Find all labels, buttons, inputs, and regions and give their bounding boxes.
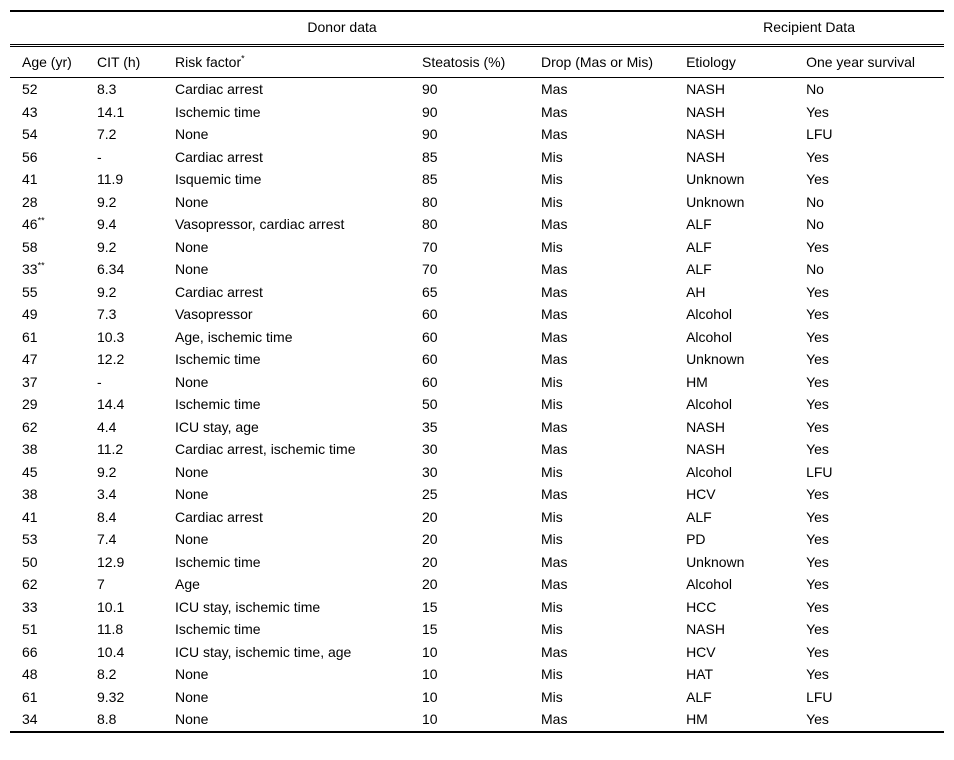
group-header-recipient: Recipient Data bbox=[674, 11, 944, 46]
table-cell: 45 bbox=[22, 463, 38, 480]
column-header-row bbox=[10, 46, 944, 78]
table-cell: Vasopressor, cardiac arrest bbox=[175, 216, 345, 232]
table-cell: Mas bbox=[541, 418, 568, 435]
table-cell: ALF bbox=[686, 238, 712, 255]
table-cell: 10 bbox=[422, 666, 438, 682]
table-cell: NASH bbox=[686, 418, 725, 435]
table-cell: Mis bbox=[541, 396, 563, 412]
table-cell: 35 bbox=[422, 418, 438, 435]
table-cell: 20 bbox=[422, 508, 438, 525]
table-cell: None bbox=[175, 666, 209, 682]
superscript-marker: ** bbox=[37, 215, 45, 226]
table-cell: ICU stay, age bbox=[175, 418, 259, 435]
table-cell: 80 bbox=[422, 193, 438, 210]
table-cell: 9.2 bbox=[97, 283, 117, 300]
table-cell: None bbox=[175, 688, 209, 705]
table-cell: NASH bbox=[686, 441, 725, 457]
table-cell: 12.2 bbox=[97, 351, 125, 367]
table-cell: Alcohol bbox=[686, 306, 732, 322]
table-cell: Yes bbox=[806, 283, 829, 300]
table-cell: Yes bbox=[806, 418, 829, 435]
table-row bbox=[10, 258, 944, 281]
table-cell: 61 bbox=[22, 688, 38, 705]
table-cell: 60 bbox=[422, 306, 438, 322]
table-row bbox=[10, 686, 944, 709]
table-cell: 20 bbox=[422, 553, 438, 570]
table-cell: 11.2 bbox=[97, 441, 124, 457]
table-cell: None bbox=[175, 711, 209, 727]
table-cell: Mas bbox=[541, 216, 568, 232]
table-cell: Yes bbox=[806, 103, 829, 120]
table-cell: 54 bbox=[22, 126, 38, 142]
table-cell: Vasopressor bbox=[175, 306, 253, 322]
table-cell: 6.34 bbox=[97, 261, 125, 277]
table-row bbox=[10, 191, 944, 214]
table-cell: Mis bbox=[541, 598, 563, 615]
table-cell: Mis bbox=[541, 193, 563, 210]
table-cell: Yes bbox=[806, 373, 829, 390]
table-cell: 14.4 bbox=[97, 396, 125, 412]
table-cell: Ischemic time bbox=[175, 351, 261, 367]
table-cell: 9.2 bbox=[97, 193, 117, 210]
table-cell: 9.2 bbox=[97, 463, 117, 480]
table-cell: 4.4 bbox=[97, 418, 117, 435]
table-row bbox=[10, 708, 944, 732]
table-cell: Mas bbox=[541, 306, 568, 322]
table-cell: None bbox=[175, 486, 209, 502]
table-cell: None bbox=[175, 261, 209, 277]
table-cell: Cardiac arrest, ischemic time bbox=[175, 441, 356, 457]
table-cell: PD bbox=[686, 531, 706, 547]
table-cell: Alcohol bbox=[686, 396, 732, 412]
table-cell: 15 bbox=[422, 621, 438, 637]
table-cell: Yes bbox=[806, 148, 829, 165]
table-body bbox=[10, 78, 944, 732]
table-row bbox=[10, 326, 944, 349]
table-cell: 30 bbox=[422, 441, 438, 457]
table-cell: 33** bbox=[22, 260, 45, 277]
table-cell: Alcohol bbox=[686, 328, 732, 345]
donor-recipient-table bbox=[10, 10, 944, 733]
table-row bbox=[10, 663, 944, 686]
table-cell: AH bbox=[686, 283, 706, 300]
table-cell: 50 bbox=[422, 396, 438, 412]
table-cell: None bbox=[175, 531, 209, 547]
table-row bbox=[10, 101, 944, 124]
table-cell: ALF bbox=[686, 508, 712, 525]
table-cell: Yes bbox=[806, 486, 829, 502]
table-cell: Mas bbox=[541, 283, 568, 300]
table-cell: Yes bbox=[806, 598, 829, 615]
column-header: Risk factor* bbox=[163, 46, 410, 78]
table-cell: 12.9 bbox=[97, 553, 125, 570]
table-cell: 80 bbox=[422, 216, 438, 232]
table-cell: Mis bbox=[541, 531, 563, 547]
table-cell: HM bbox=[686, 373, 708, 390]
table-cell: 7 bbox=[97, 576, 105, 592]
table-cell: 8.4 bbox=[97, 508, 117, 525]
table-cell: Mis bbox=[541, 148, 563, 165]
table-cell: 14.1 bbox=[97, 103, 125, 120]
table-cell: 85 bbox=[422, 171, 438, 187]
table-row bbox=[10, 281, 944, 304]
table-cell: Ischemic time bbox=[175, 553, 261, 570]
table-cell: 10.3 bbox=[97, 328, 125, 345]
table-cell: Yes bbox=[806, 711, 829, 727]
table-row bbox=[10, 213, 944, 236]
table-cell: 41 bbox=[22, 171, 38, 187]
table-cell: 62 bbox=[22, 418, 38, 435]
table-cell: ALF bbox=[686, 216, 712, 232]
table-cell: Yes bbox=[806, 666, 829, 682]
table-cell: ICU stay, ischemic time bbox=[175, 598, 321, 615]
table-cell: 10.4 bbox=[97, 643, 125, 660]
table-cell: Mis bbox=[541, 373, 563, 390]
table-cell: 10.1 bbox=[97, 598, 125, 615]
table-cell: 33 bbox=[22, 598, 38, 615]
table-cell: Yes bbox=[806, 396, 829, 412]
table-row bbox=[10, 461, 944, 484]
table-row bbox=[10, 438, 944, 461]
table-cell: 7.3 bbox=[97, 306, 117, 322]
table-cell: 10 bbox=[422, 643, 438, 660]
table-cell: LFU bbox=[806, 126, 833, 142]
table-cell: 38 bbox=[22, 441, 38, 457]
table-cell: 48 bbox=[22, 666, 38, 682]
table-cell: Mis bbox=[541, 508, 563, 525]
table-cell: Yes bbox=[806, 306, 829, 322]
table-cell: NASH bbox=[686, 621, 725, 637]
table-cell: Mas bbox=[541, 81, 568, 97]
table-row bbox=[10, 596, 944, 619]
table-cell: LFU bbox=[806, 463, 833, 480]
table-cell: Mas bbox=[541, 126, 568, 142]
table-cell: 41 bbox=[22, 508, 38, 525]
table-cell: 20 bbox=[422, 576, 438, 592]
table-cell: No bbox=[806, 261, 824, 277]
table-cell: 90 bbox=[422, 126, 438, 142]
table-cell: 49 bbox=[22, 306, 38, 322]
table-cell: Ischemic time bbox=[175, 103, 261, 120]
table-cell: 25 bbox=[422, 486, 438, 502]
table-cell: 43 bbox=[22, 103, 38, 120]
table-cell: 29 bbox=[22, 396, 38, 412]
table-row bbox=[10, 78, 944, 101]
table-cell: HCV bbox=[686, 486, 716, 502]
table-cell: Yes bbox=[806, 508, 829, 525]
table-cell: Ischemic time bbox=[175, 396, 261, 412]
table-cell: 90 bbox=[422, 103, 438, 120]
table-row bbox=[10, 416, 944, 439]
table-cell: Age, ischemic time bbox=[175, 328, 293, 345]
group-header-row bbox=[10, 11, 944, 46]
table-cell: 51 bbox=[22, 621, 38, 637]
table-cell: No bbox=[806, 193, 824, 210]
table-cell: Mas bbox=[541, 261, 568, 277]
group-header-donor: Donor data bbox=[10, 11, 674, 46]
table-cell: ALF bbox=[686, 261, 712, 277]
table-cell: - bbox=[97, 148, 102, 165]
table-cell: Unknown bbox=[686, 193, 745, 210]
table-cell: No bbox=[806, 216, 824, 232]
table-cell: Mas bbox=[541, 553, 568, 570]
table-cell: 66 bbox=[22, 643, 38, 660]
table-cell: 62 bbox=[22, 576, 38, 592]
superscript-marker: ** bbox=[37, 260, 45, 271]
column-header: Drop (Mas or Mis) bbox=[529, 46, 674, 78]
column-header: Etiology bbox=[674, 46, 794, 78]
table-cell: 60 bbox=[422, 351, 438, 367]
table-cell: 34 bbox=[22, 711, 38, 727]
table-cell: 37 bbox=[22, 373, 38, 390]
table-cell: 47 bbox=[22, 351, 38, 367]
table-cell: HCC bbox=[686, 598, 717, 615]
table-cell: Yes bbox=[806, 441, 829, 457]
table-cell: Cardiac arrest bbox=[175, 148, 263, 165]
table-cell: Mis bbox=[541, 171, 563, 187]
table-row bbox=[10, 371, 944, 394]
table-row bbox=[10, 393, 944, 416]
table-cell: 56 bbox=[22, 148, 38, 165]
table-cell: No bbox=[806, 81, 824, 97]
table-cell: 46** bbox=[22, 215, 45, 232]
table-row bbox=[10, 168, 944, 191]
table-cell: 15 bbox=[422, 598, 438, 615]
table-cell: Mis bbox=[541, 621, 563, 637]
table-cell: 85 bbox=[422, 148, 438, 165]
table-cell: Cardiac arrest bbox=[175, 81, 263, 97]
table-cell: NASH bbox=[686, 148, 725, 165]
table-row bbox=[10, 123, 944, 146]
table-cell: 8.3 bbox=[97, 81, 117, 97]
table-cell: 10 bbox=[422, 688, 438, 705]
table-cell: Mis bbox=[541, 688, 563, 705]
table-cell: Mis bbox=[541, 666, 563, 682]
table-cell: 60 bbox=[422, 328, 438, 345]
table-cell: NASH bbox=[686, 81, 725, 97]
table-cell: Mas bbox=[541, 441, 568, 457]
table-cell: 28 bbox=[22, 193, 38, 210]
table-row bbox=[10, 528, 944, 551]
table-cell: LFU bbox=[806, 688, 833, 705]
table-cell: None bbox=[175, 126, 209, 142]
table-row bbox=[10, 551, 944, 574]
table-cell: Unknown bbox=[686, 351, 745, 367]
table-cell: Ischemic time bbox=[175, 621, 261, 637]
column-header: One year survival bbox=[794, 46, 944, 78]
table-cell: Mas bbox=[541, 103, 568, 120]
table-cell: NASH bbox=[686, 103, 725, 120]
table-cell: 55 bbox=[22, 283, 38, 300]
table-cell: Unknown bbox=[686, 171, 745, 187]
table-cell: Mis bbox=[541, 238, 563, 255]
table-cell: Yes bbox=[806, 553, 829, 570]
table-cell: Yes bbox=[806, 531, 829, 547]
table-cell: 38 bbox=[22, 486, 38, 502]
table-row bbox=[10, 483, 944, 506]
table-cell: NASH bbox=[686, 126, 725, 142]
table-cell: ICU stay, ischemic time, age bbox=[175, 643, 352, 660]
table-cell: 70 bbox=[422, 238, 438, 255]
table-row bbox=[10, 573, 944, 596]
table-cell: Age bbox=[175, 576, 200, 592]
table-cell: 70 bbox=[422, 261, 438, 277]
table-cell: Cardiac arrest bbox=[175, 283, 263, 300]
table-cell: 58 bbox=[22, 238, 38, 255]
table-row bbox=[10, 146, 944, 169]
table-cell: None bbox=[175, 238, 209, 255]
table-cell: 20 bbox=[422, 531, 438, 547]
table-cell: Yes bbox=[806, 238, 829, 255]
table-cell: Isquemic time bbox=[175, 171, 262, 187]
table-row bbox=[10, 506, 944, 529]
table-row bbox=[10, 348, 944, 371]
table-cell: 11.9 bbox=[97, 171, 124, 187]
table-cell: 50 bbox=[22, 553, 38, 570]
table-cell: HCV bbox=[686, 643, 716, 660]
superscript-marker: * bbox=[241, 53, 245, 64]
table-cell: ALF bbox=[686, 688, 712, 705]
table-cell: Yes bbox=[806, 643, 829, 660]
table-cell: Mas bbox=[541, 351, 568, 367]
table-row bbox=[10, 236, 944, 259]
table-head bbox=[10, 11, 944, 78]
table-cell: 8.2 bbox=[97, 666, 117, 682]
table-row bbox=[10, 303, 944, 326]
table-cell: Unknown bbox=[686, 553, 745, 570]
table-row bbox=[10, 641, 944, 664]
table-cell: 53 bbox=[22, 531, 38, 547]
table-cell: Yes bbox=[806, 351, 829, 367]
table-cell: Mas bbox=[541, 643, 568, 660]
table-cell: Mis bbox=[541, 463, 563, 480]
table-cell: 52 bbox=[22, 81, 38, 97]
table-cell: 7.4 bbox=[97, 531, 117, 547]
table-cell: Yes bbox=[806, 328, 829, 345]
table-cell: Mas bbox=[541, 711, 568, 727]
table-cell: 65 bbox=[422, 283, 438, 300]
table-cell: 3.4 bbox=[97, 486, 117, 502]
table-cell: Yes bbox=[806, 621, 829, 637]
table-row bbox=[10, 618, 944, 641]
table-cell: 11.8 bbox=[97, 621, 124, 637]
table-cell: 9.32 bbox=[97, 688, 125, 705]
table-cell: HAT bbox=[686, 666, 714, 682]
table-cell: Cardiac arrest bbox=[175, 508, 263, 525]
column-header: Steatosis (%) bbox=[410, 46, 529, 78]
column-header: CIT (h) bbox=[85, 46, 163, 78]
table-cell: Mas bbox=[541, 576, 568, 592]
table-cell: 60 bbox=[422, 373, 438, 390]
table-cell: 61 bbox=[22, 328, 38, 345]
table-cell: 7.2 bbox=[97, 126, 117, 142]
table-cell: 8.8 bbox=[97, 711, 117, 727]
table-cell: Alcohol bbox=[686, 463, 732, 480]
table-cell: 9.4 bbox=[97, 216, 117, 232]
table-cell: Mas bbox=[541, 328, 568, 345]
table-cell: - bbox=[97, 373, 102, 390]
column-header: Age (yr) bbox=[10, 46, 85, 78]
table-cell: Yes bbox=[806, 171, 829, 187]
table-cell: Alcohol bbox=[686, 576, 732, 592]
table-cell: 10 bbox=[422, 711, 438, 727]
table-cell: None bbox=[175, 193, 209, 210]
table-cell: 30 bbox=[422, 463, 438, 480]
table-cell: None bbox=[175, 463, 209, 480]
table-cell: HM bbox=[686, 711, 708, 727]
table-cell: 90 bbox=[422, 81, 438, 97]
table-cell: None bbox=[175, 373, 209, 390]
table-cell: 9.2 bbox=[97, 238, 117, 255]
table-cell: Mas bbox=[541, 486, 568, 502]
table-cell: Yes bbox=[806, 576, 829, 592]
